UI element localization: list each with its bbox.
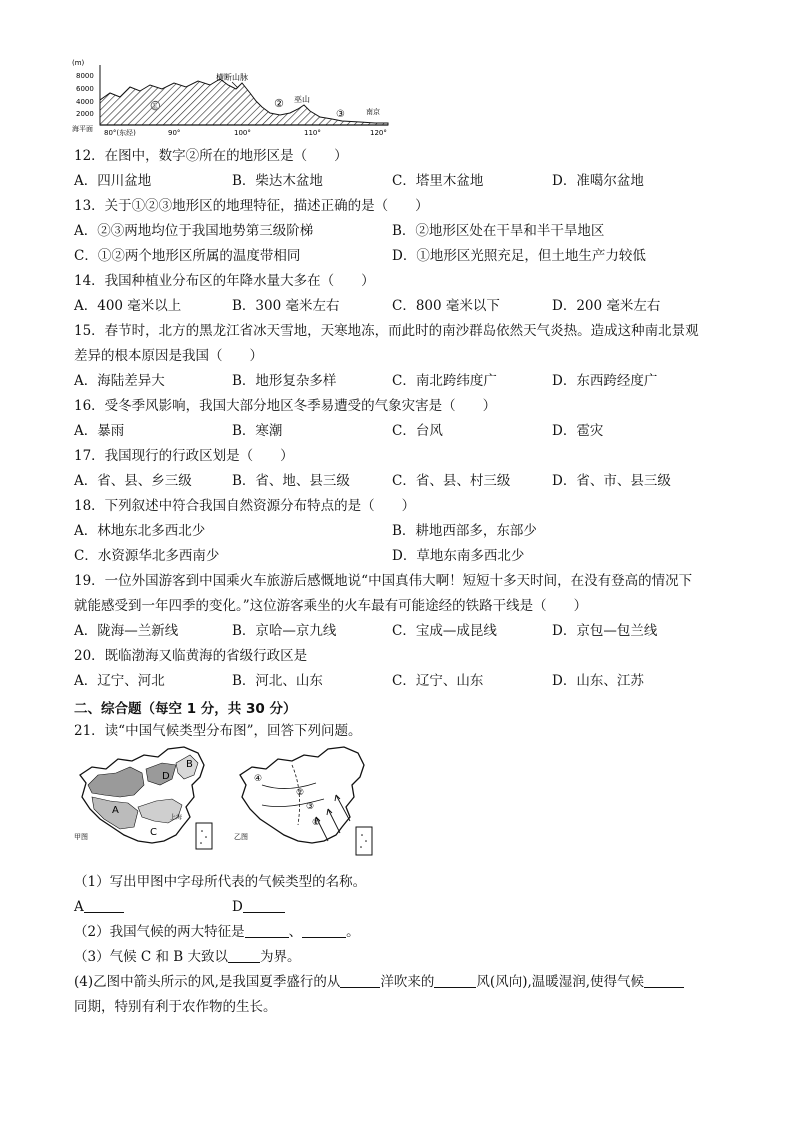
- map-jia-label-shanghai: 上海: [170, 814, 183, 821]
- q13-stem: 13．关于①②③地形区的地理特征，描述正确的是（ ）: [74, 198, 429, 214]
- q14-stem: 14．我国种植业分布区的年降水量大多在（ ）: [74, 273, 375, 289]
- q14-option-d: D．200 毫米左右: [552, 298, 661, 314]
- profile-xtick-80: 80°(东经): [104, 129, 136, 137]
- map-jia-label-a: A: [112, 805, 119, 816]
- map-yi-marker-4: ④: [254, 774, 263, 784]
- q16-option-c: C．台风: [392, 423, 443, 439]
- profile-xtick-110: 110°: [304, 129, 321, 137]
- q21-stem: 21．读“中国气候类型分布图”，回答下列问题。: [74, 723, 362, 739]
- q12-option-a: A．四川盆地: [74, 173, 152, 189]
- climate-map-jia: [72, 745, 222, 857]
- q21-sub2-separator: 、: [288, 924, 303, 940]
- profile-label-region3: ③: [336, 109, 345, 120]
- q20-option-c: C．辽宁、山东: [392, 673, 484, 689]
- q21-sub1-a-label: A: [74, 899, 84, 915]
- q12-option-c: C．塔里木盆地: [392, 173, 484, 189]
- q17-option-b: B．省、地、县三级: [232, 473, 350, 489]
- q18-option-a: A．林地东北多西北少: [74, 523, 206, 539]
- q19-option-b: B．京哈—京九线: [232, 623, 337, 639]
- q17-stem: 17．我国现行的行政区划是（ ）: [74, 448, 294, 464]
- q21-boundary-blank[interactable]: [228, 948, 260, 963]
- profile-label-region2: ②: [274, 97, 284, 110]
- q21-sub3-text: （3）气候 C 和 B 大致以: [74, 949, 229, 965]
- q21-sub1-d-label: D: [232, 899, 243, 915]
- section-2-heading: 二、综合题（每空 1 分，共 30 分）: [74, 701, 297, 717]
- q21-sub4-part3: 风(风向),温暖湿润,使得气候: [476, 974, 645, 990]
- q20-option-b: B．河北、山东: [232, 673, 323, 689]
- map-jia-caption: 甲图: [74, 833, 88, 841]
- q21-sub2-end: 。: [346, 924, 360, 940]
- map-jia-label-c: C: [150, 827, 157, 838]
- q21-sub2: [74, 923, 360, 941]
- map-jia-label-b: B: [186, 759, 193, 770]
- q16-option-b: B．寒潮: [232, 423, 283, 439]
- q14-option-b: B．300 毫米左右: [232, 298, 340, 314]
- q21-a-blank[interactable]: [84, 898, 124, 913]
- map-yi-caption: 乙图: [234, 833, 248, 841]
- profile-label-nanjing: 南京: [366, 108, 380, 116]
- profile-label-hengduan: 横断山脉: [216, 73, 248, 82]
- q21-sub1-answer-d: [232, 898, 285, 916]
- q18-option-b: B．耕地西部多，东部少: [392, 523, 537, 539]
- profile-ytick-8000: 8000: [76, 72, 94, 80]
- map-yi-marker-3: ③: [306, 802, 315, 812]
- q19-stem-line2: 就能感受到一年四季的变化。”这位游客乘坐的火车最有可能途经的铁路干线是（ ）: [74, 598, 588, 614]
- q19-stem: 19．一位外国游客到中国乘火车旅游后感慨地说“中国真伟大啊！短短十多天时间，在没有登高的情况下: [74, 573, 693, 589]
- q21-sub3-end: 为界。: [260, 949, 301, 965]
- q19-option-a: A．陇海—兰新线: [74, 623, 179, 639]
- map-yi-marker-2: ②: [296, 788, 305, 798]
- profile-ytick-2000: 2000: [76, 110, 94, 118]
- q18-option-c: C．水资源华北多西南少: [74, 548, 220, 564]
- q21-sub4: [74, 973, 684, 991]
- profile-xtick-90: 90°: [168, 129, 181, 137]
- q18-option-d: D．草地东南多西北少: [392, 548, 525, 564]
- q12-stem: 12．在图中，数字②所在的地形区是（ ）: [74, 148, 348, 164]
- profile-label-wushan: 巫山: [294, 95, 310, 104]
- q13-option-d: D．①地形区光照充足，但土地生产力较低: [392, 248, 646, 264]
- q21-feature2-blank[interactable]: [302, 923, 346, 938]
- q16-option-a: A．暴雨: [74, 423, 125, 439]
- profile-sea-level: 海平面: [72, 125, 93, 133]
- q21-sub3: [74, 948, 301, 966]
- q12-option-b: B．柴达木盆地: [232, 173, 323, 189]
- q12-option-d: D．准噶尔盆地: [552, 173, 644, 189]
- q21-sub4-part2: 洋吹来的: [380, 974, 435, 990]
- q15-option-a: A．海陆差异大: [74, 373, 165, 389]
- q15-option-b: B．地形复杂多样: [232, 373, 337, 389]
- q20-stem: 20．既临渤海又临黄海的省级行政区是: [74, 648, 308, 664]
- q15-option-d: D．东西跨经度广: [552, 373, 658, 389]
- q18-stem: 18．下列叙述中符合我国自然资源分布特点的是（ ）: [74, 498, 416, 514]
- q15-option-c: C．南北跨纬度广: [392, 373, 497, 389]
- q13-option-b: B．②地形区处在干旱和半干旱地区: [392, 223, 605, 239]
- q20-option-d: D．山东、江苏: [552, 673, 644, 689]
- q17-option-d: D．省、市、县三级: [552, 473, 671, 489]
- q13-option-c: C．①②两个地形区所属的温度带相同: [74, 248, 301, 264]
- map-jia-label-d: D: [162, 771, 170, 782]
- q17-option-c: C．省、县、村三级: [392, 473, 511, 489]
- q21-sub1: （1）写出甲图中字母所代表的气候类型的名称。: [74, 874, 367, 890]
- q21-sub2-text: （2）我国气候的两大特征是: [74, 924, 245, 940]
- q21-sub1-answer-a: [74, 898, 124, 916]
- q20-option-a: A．辽宁、河北: [74, 673, 165, 689]
- q15-stem: 15．春节时，北方的黑龙江省冰天雪地，天寒地冻，而此时的南沙群岛依然天气炎热。造成这种南北景观: [74, 323, 699, 339]
- profile-xtick-120: 120°: [370, 129, 387, 137]
- terrain-profile-figure: [70, 55, 400, 137]
- q17-option-a: A．省、县、乡三级: [74, 473, 192, 489]
- profile-xtick-100: 100°: [234, 129, 251, 137]
- q21-feature1-blank[interactable]: [245, 923, 289, 938]
- profile-ytick-6000: 6000: [76, 85, 94, 93]
- profile-ytick-4000: 4000: [76, 98, 94, 106]
- climate-map-yi: [232, 745, 380, 865]
- q14-option-a: A．400 毫米以上: [74, 298, 182, 314]
- q21-wind-blank[interactable]: [434, 973, 476, 988]
- q16-stem: 16．受冬季风影响，我国大部分地区冬季易遭受的气象灾害是（ ）: [74, 398, 497, 414]
- q21-ocean-blank[interactable]: [340, 973, 380, 988]
- q15-stem-line2: 差异的根本原因是我国（ ）: [74, 348, 263, 364]
- q21-d-blank[interactable]: [243, 898, 285, 913]
- profile-label-region1: ①: [150, 99, 161, 113]
- q16-option-d: D．雹灾: [552, 423, 604, 439]
- q21-climate-blank[interactable]: [644, 973, 684, 988]
- q19-option-c: C．宝成—成昆线: [392, 623, 497, 639]
- q21-sub4-line2: 同期，特别有利于农作物的生长。: [74, 999, 277, 1015]
- q13-option-a: A．②③两地均位于我国地势第三级阶梯: [74, 223, 314, 239]
- q21-sub4-part1: (4)乙图中箭头所示的风,是我国夏季盛行的从: [74, 974, 341, 990]
- q14-option-c: C．800 毫米以下: [392, 298, 500, 314]
- q19-option-d: D．京包—包兰线: [552, 623, 658, 639]
- profile-unit: (m): [72, 59, 85, 67]
- map-yi-marker-1: ①: [312, 818, 321, 828]
